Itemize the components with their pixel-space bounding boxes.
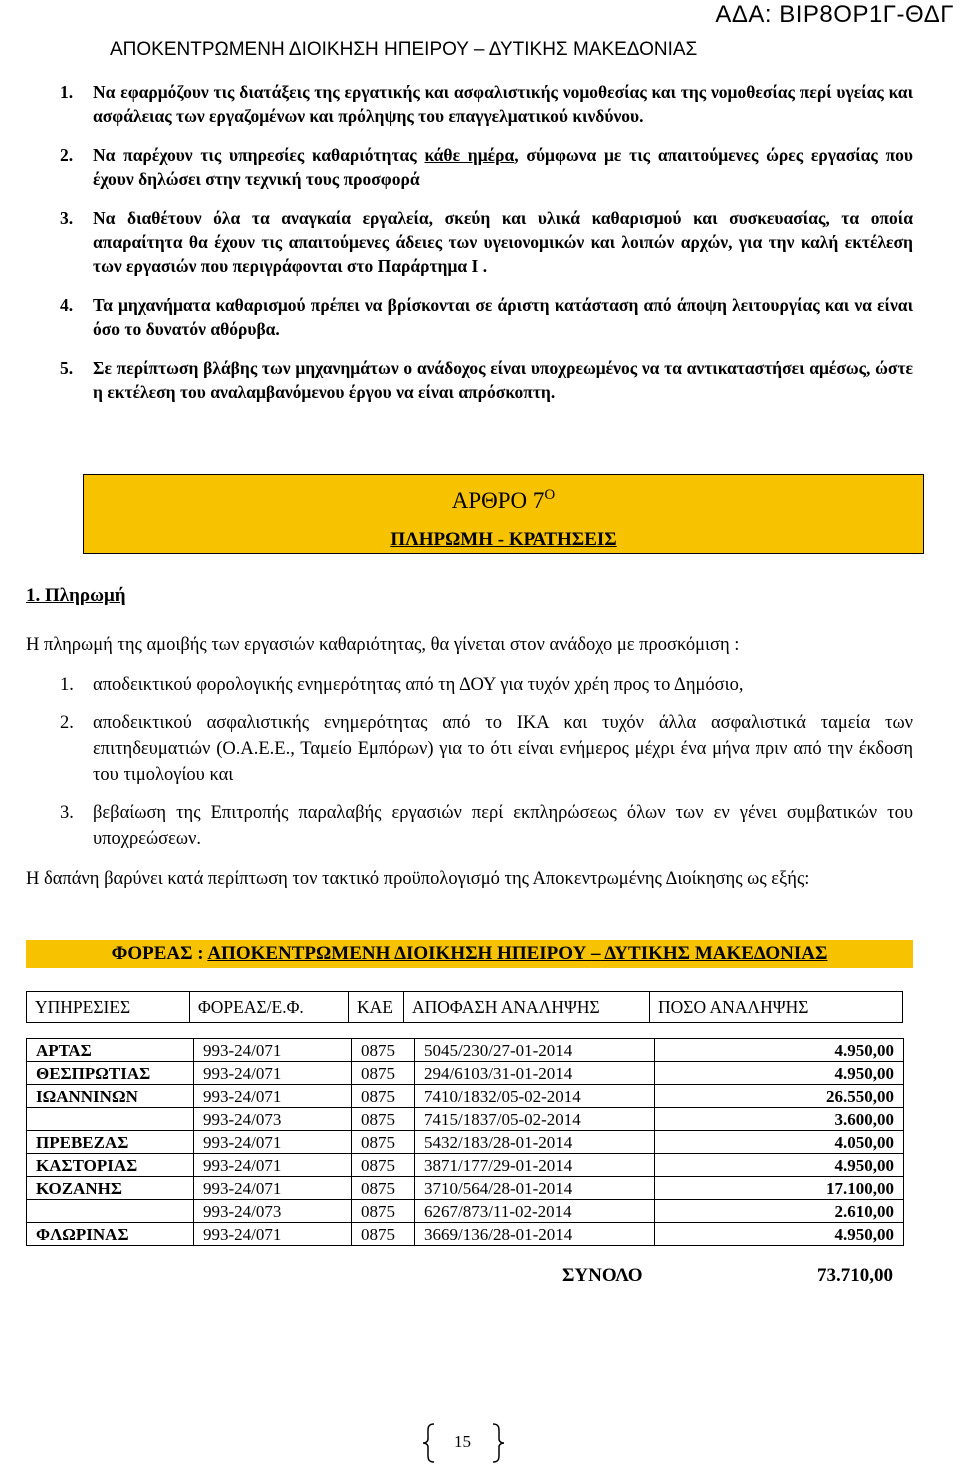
fe-cell: 993-24/071 (194, 1039, 352, 1062)
amount-cell: 4.950,00 (655, 1062, 904, 1085)
item-number: 2. (60, 145, 74, 165)
payment-intro: Η πληρωμή της αμοιβής των εργασιών καθαριότητας, θα γίνεται στον ανάδοχο με προσκόμιση : (26, 635, 740, 655)
item-text-part: Να παρέχουν τις υπηρεσίες καθαριότητας (93, 145, 425, 165)
table-row (27, 1154, 904, 1177)
amount-cell: 4.950,00 (655, 1223, 904, 1246)
kae-cell: 0875 (352, 1062, 415, 1085)
foreas-dash: – (591, 943, 601, 964)
kae-cell: 0875 (352, 1223, 415, 1246)
total-label: ΣΥΝΟΛΟ (562, 1265, 643, 1286)
fe-cell: 993-24/073 (194, 1200, 352, 1223)
item-text: αποδεικτικού ασφαλιστικής ενημερότητας από το ΙΚΑ και τυχόν άλλα ασφαλιστικά ταμεία των επιτηδευματιών (Ο.Α.Ε.Ε., Ταμείο Εμπόρων) για το ότι είναι ενήμερος μέχρι ένα μήνα πριν από την έκδοση του τιμολογίου και (93, 713, 913, 785)
header-cell: ΚΑΕ (349, 992, 404, 1023)
item-number: 3. (60, 208, 74, 228)
amount-cell: 4.950,00 (655, 1154, 904, 1177)
fe-cell: 993-24/071 (194, 1223, 352, 1246)
table-body (27, 1039, 904, 1246)
foreas-name-part: ΑΠΟΚΕΝΤΡΩΜΕΝΗ ΔΙΟΙΚΗΣΗ ΗΠΕΙΡΟΥ (207, 943, 592, 964)
table-row (27, 1108, 904, 1131)
header-cell: ΠΟΣΟ ΑΝΑΛΗΨΗΣ (650, 992, 903, 1023)
amount-cell: 17.100,00 (655, 1177, 904, 1200)
item-text-part: , σύμφωνα με τις απαιτούμενες ώρες εργασίας που έχουν δηλώσει στην τεχνική τους προσφορά (93, 145, 913, 189)
region-cell: ΚΑΣΤΟΡΙΑΣ (27, 1154, 194, 1177)
ada-code: ΑΔΑ: ΒΙΡ8ΟΡ1Γ-ΘΔΓ (715, 1, 954, 28)
page-number: 15 (454, 1432, 471, 1451)
fe-cell: 993-24/071 (194, 1131, 352, 1154)
underlined-emphasis: κάθε ημέρα (424, 145, 515, 165)
fe-cell: 993-24/073 (194, 1108, 352, 1131)
list-item (60, 710, 913, 788)
amount-cell: 26.550,00 (655, 1085, 904, 1108)
region-cell: ΑΡΤΑΣ (27, 1039, 194, 1062)
fe-cell: 993-24/071 (194, 1085, 352, 1108)
amount-cell: 4.950,00 (655, 1039, 904, 1062)
region-cell (27, 1200, 194, 1223)
decision-cell: 5432/183/28-01-2014 (415, 1131, 655, 1154)
table-row (27, 1062, 904, 1085)
kae-cell: 0875 (352, 1177, 415, 1200)
item-text: βεβαίωση της Επιτροπής παραλαβής εργασιών περί εκπληρώσεως όλων των εν γένει συμβατικών του υποχρεώσεων. (93, 803, 913, 849)
total-value: 73.710,00 (817, 1265, 893, 1286)
decision-cell: 6267/873/11-02-2014 (415, 1200, 655, 1223)
kae-cell: 0875 (352, 1200, 415, 1223)
article-title (84, 481, 923, 515)
table-row (27, 1131, 904, 1154)
decision-cell: 3710/564/28-01-2014 (415, 1177, 655, 1200)
list-item (60, 206, 913, 278)
page-header: ΑΠΟΚΕΝΤΡΩΜΕΝΗ ΔΙΟΙΚΗΣΗ ΗΠΕΙΡΟΥ – ΔΥΤΙΚΗΣ ΜΑΚΕΔΟΝΙΑΣ (110, 39, 698, 60)
decision-cell: 294/6103/31-01-2014 (415, 1062, 655, 1085)
amount-cell: 3.600,00 (655, 1108, 904, 1131)
item-text (93, 143, 913, 191)
item-text: Να εφαρμόζουν τις διατάξεις της εργατικής και ασφαλιστικής νομοθεσίας και της νομοθεσίας περί υγείας και ασφάλειας των εργαζομένων και πρόληψης του επαγγελματικού κινδύνου. (93, 82, 913, 126)
section-heading: 1. Πληρωμή (26, 585, 126, 606)
item-number: 2. (60, 713, 74, 733)
list-item (60, 356, 913, 404)
expense-text: Η δαπάνη βαρύνει κατά περίπτωση τον τακτικό προϋπολογισμό της Αποκεντρωμένης Διοίκησης ως εξής: (26, 869, 810, 889)
fe-cell: 993-24/071 (194, 1154, 352, 1177)
region-cell: ΦΛΩΡΙΝΑΣ (27, 1223, 194, 1246)
table-row (27, 1177, 904, 1200)
list-item (60, 672, 913, 698)
item-number: 4. (60, 295, 74, 315)
fe-cell: 993-24/071 (194, 1177, 352, 1200)
header-row (27, 992, 903, 1023)
decision-cell: 7415/1837/05-02-2014 (415, 1108, 655, 1131)
left-bracket-icon (422, 1423, 436, 1463)
table-row (27, 1200, 904, 1223)
header-cell: ΑΠΟΦΑΣΗ ΑΝΑΛΗΨΗΣ (404, 992, 650, 1023)
foreas-bar (26, 940, 913, 968)
allocation-table (26, 1038, 904, 1246)
list-item (60, 143, 913, 191)
decision-cell: 3871/177/29-01-2014 (415, 1154, 655, 1177)
region-cell: ΘΕΣΠΡΩΤΙΑΣ (27, 1062, 194, 1085)
table-row (27, 1085, 904, 1108)
list-item (60, 80, 913, 128)
region-cell (27, 1108, 194, 1131)
header-cell: ΦΟΡΕΑΣ/Ε.Φ. (190, 992, 349, 1023)
region-cell: ΚΟΖΑΝΗΣ (27, 1177, 194, 1200)
right-bracket-icon (491, 1423, 505, 1463)
item-text: Σε περίπτωση βλάβης των μηχανημάτων ο ανάδοχος είναι υποχρεωμένος να τα αντικαταστήσει αμέσως, ώστε η εκτέλεση του αναλαμβανόμενου έργου να είναι απρόσκοπτη. (93, 358, 913, 402)
foreas-label: ΦΟΡΕΑΣ : (111, 943, 208, 964)
article-subtitle: ΠΛΗΡΩΜΗ - ΚΡΑΤΗΣΕΙΣ (390, 529, 617, 550)
decision-cell: 5045/230/27-01-2014 (415, 1039, 655, 1062)
foreas-name-part: ΔΥΤΙΚΗΣ ΜΑΚΕΔΟΝΙΑΣ (600, 943, 828, 964)
item-text: αποδεικτικού φορολογικής ενημερότητας από τη ΔΟΥ για τυχόν χρέη προς το Δημόσιο, (93, 675, 744, 695)
decision-cell: 7410/1832/05-02-2014 (415, 1085, 655, 1108)
table-header (26, 991, 903, 1023)
region-cell: ΙΩΑΝΝΙΝΩΝ (27, 1085, 194, 1108)
item-number: 5. (60, 358, 74, 378)
table-row (27, 1039, 904, 1062)
article-title-sup: Ο (544, 487, 556, 503)
kae-cell: 0875 (352, 1154, 415, 1177)
kae-cell: 0875 (352, 1108, 415, 1131)
list-item (60, 800, 913, 852)
foreas-name (207, 943, 827, 964)
region-cell: ΠΡΕΒΕΖΑΣ (27, 1131, 194, 1154)
header-cell: ΥΠΗΡΕΣΙΕΣ (27, 992, 190, 1023)
amount-cell: 2.610,00 (655, 1200, 904, 1223)
list-item (60, 293, 913, 341)
article-title-text: ΑΡΘΡΟ 7 (451, 488, 545, 513)
item-number: 1. (60, 82, 74, 102)
item-text: Να διαθέτουν όλα τα αναγκαία εργαλεία, σκεύη και υλικά καθαρισμού και συσκευασίας, τα οποία απαραίτητα θα έχουν τις απαιτούμενες άδειες των υγειονομικών και λοιπών αρχών, για την καλή εκτέλεση των εργασιών που περιγράφονται στο Παράρτημα Ι . (93, 208, 913, 276)
kae-cell: 0875 (352, 1039, 415, 1062)
amount-cell: 4.050,00 (655, 1131, 904, 1154)
article-heading-box (83, 474, 924, 554)
item-text: Τα μηχανήματα καθαρισμού πρέπει να βρίσκονται σε άριστη κατάσταση από άποψη λειτουργίας και να είναι όσο το δυνατόν αθόρυβα. (93, 295, 913, 339)
item-number: 3. (60, 803, 74, 823)
payment-list (60, 672, 913, 864)
table-row (27, 1223, 904, 1246)
decision-cell: 3669/136/28-01-2014 (415, 1223, 655, 1246)
kae-cell: 0875 (352, 1085, 415, 1108)
item-number: 1. (60, 675, 74, 695)
requirements-list (60, 80, 913, 419)
fe-cell: 993-24/071 (194, 1062, 352, 1085)
kae-cell: 0875 (352, 1131, 415, 1154)
